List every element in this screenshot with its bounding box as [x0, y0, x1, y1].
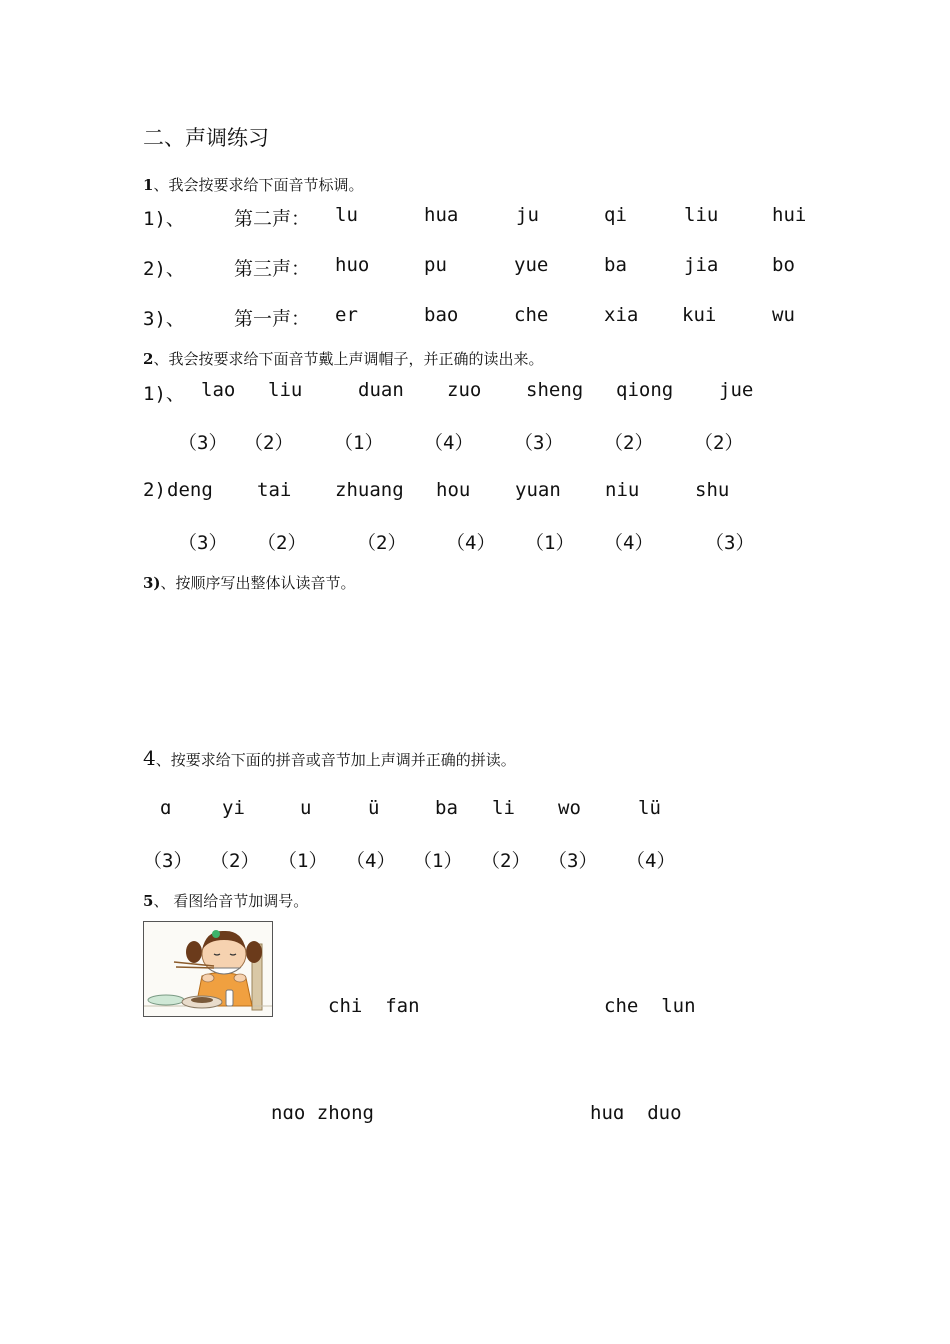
syllable: qiong: [616, 379, 674, 401]
syllable: lao: [201, 379, 236, 401]
tone-number: （2）: [357, 532, 407, 554]
tone-number: （2）: [244, 432, 294, 454]
syllable: wo: [558, 797, 581, 819]
syllable: ba: [604, 254, 627, 276]
tone-label: 第一声：: [234, 308, 311, 330]
tone-number: （1）: [525, 532, 575, 554]
tone-number: （3）: [143, 850, 193, 872]
tone-number: （2）: [257, 532, 307, 554]
tone-label: 第二声：: [234, 208, 311, 230]
tone-number: （1）: [278, 850, 328, 872]
syllable: qi: [604, 204, 627, 226]
syllable: jia: [684, 254, 719, 276]
tone-number: （3）: [705, 532, 755, 554]
syllable: ba: [435, 797, 458, 819]
question-text: 、我会按要求给下面音节戴上声调帽子，并正确的读出来。: [153, 350, 544, 368]
question-text: 、我会按要求给下面音节标调。: [153, 176, 364, 194]
row-label: 2): [143, 479, 166, 501]
syllable: liu: [268, 379, 303, 401]
syllable: zuo: [447, 379, 482, 401]
syllable: niu: [605, 479, 640, 501]
syllable: tai: [257, 479, 292, 501]
syllable: u: [300, 797, 312, 819]
syllable: bo: [772, 254, 795, 276]
syllable: yi: [222, 797, 245, 819]
syllable: hua: [424, 204, 459, 226]
tone-number: （4）: [604, 532, 654, 554]
syllable: lu: [335, 204, 358, 226]
syllable: li: [492, 797, 515, 819]
tone-number: （4）: [446, 532, 496, 554]
syllable: lü: [638, 797, 661, 819]
syllable: pu: [424, 254, 447, 276]
girl-eating-illustration: [143, 921, 273, 1017]
tone-number: （4）: [424, 432, 474, 454]
syllable: che: [514, 304, 549, 326]
syllable: shu: [695, 479, 730, 501]
syllable: er: [335, 304, 358, 326]
syllable: jue: [719, 379, 754, 401]
tone-number: （2）: [481, 850, 531, 872]
syllable: hou: [436, 479, 471, 501]
question-number: 3): [143, 574, 161, 592]
pinyin-word: nɑo zhong: [271, 1102, 374, 1124]
question-4-heading: [143, 746, 516, 770]
question-5-heading: [143, 890, 308, 911]
tone-number: （3）: [178, 432, 228, 454]
row-label: 1)、: [143, 383, 185, 405]
question-text: 、按要求给下面的拼音或音节加上声调并正确的拼读。: [155, 751, 516, 769]
syllable: hui: [772, 204, 807, 226]
syllable: bao: [424, 304, 459, 326]
tone-number: （1）: [334, 432, 384, 454]
syllable: yuan: [515, 479, 561, 501]
syllable: ɑ: [160, 797, 172, 819]
syllable: xia: [604, 304, 639, 326]
syllable: ju: [516, 204, 539, 226]
question-number: 5: [143, 892, 154, 910]
tone-label: 第三声：: [234, 258, 311, 280]
tone-number: （4）: [626, 850, 676, 872]
tone-number: （4）: [346, 850, 396, 872]
row-label: 3)、: [143, 308, 185, 330]
syllable: liu: [684, 204, 719, 226]
question-text: 、按顺序写出整体认读音节。: [160, 574, 356, 592]
question-text: 、 看图给音节加调号。: [153, 892, 309, 910]
question-number: 4: [143, 746, 156, 770]
syllable: kui: [682, 304, 717, 326]
tone-number: （1）: [413, 850, 463, 872]
question-3-heading: [143, 572, 356, 593]
pinyin-word: che lun: [604, 995, 696, 1017]
syllable: duan: [358, 379, 404, 401]
row-label: 1)、: [143, 208, 185, 230]
syllable: deng: [167, 479, 213, 501]
question-1-heading: [143, 174, 363, 195]
question-number: 1: [143, 176, 154, 194]
syllable: ü: [368, 797, 380, 819]
syllable: huo: [335, 254, 370, 276]
syllable: wu: [772, 304, 795, 326]
row-label: 2)、: [143, 258, 185, 280]
pinyin-word: huɑ duo: [590, 1102, 682, 1124]
tone-number: （3）: [548, 850, 598, 872]
tone-number: （2）: [694, 432, 744, 454]
syllable: yue: [514, 254, 549, 276]
section-title: 二、声调练习: [143, 126, 269, 150]
question-number: 2: [143, 350, 154, 368]
tone-number: （3）: [514, 432, 564, 454]
tone-number: （3）: [178, 532, 228, 554]
question-2-heading: [143, 348, 543, 369]
syllable: zhuang: [335, 479, 404, 501]
tone-number: （2）: [210, 850, 260, 872]
tone-number: （2）: [604, 432, 654, 454]
pinyin-word: chi fan: [328, 995, 420, 1017]
syllable: sheng: [526, 379, 584, 401]
